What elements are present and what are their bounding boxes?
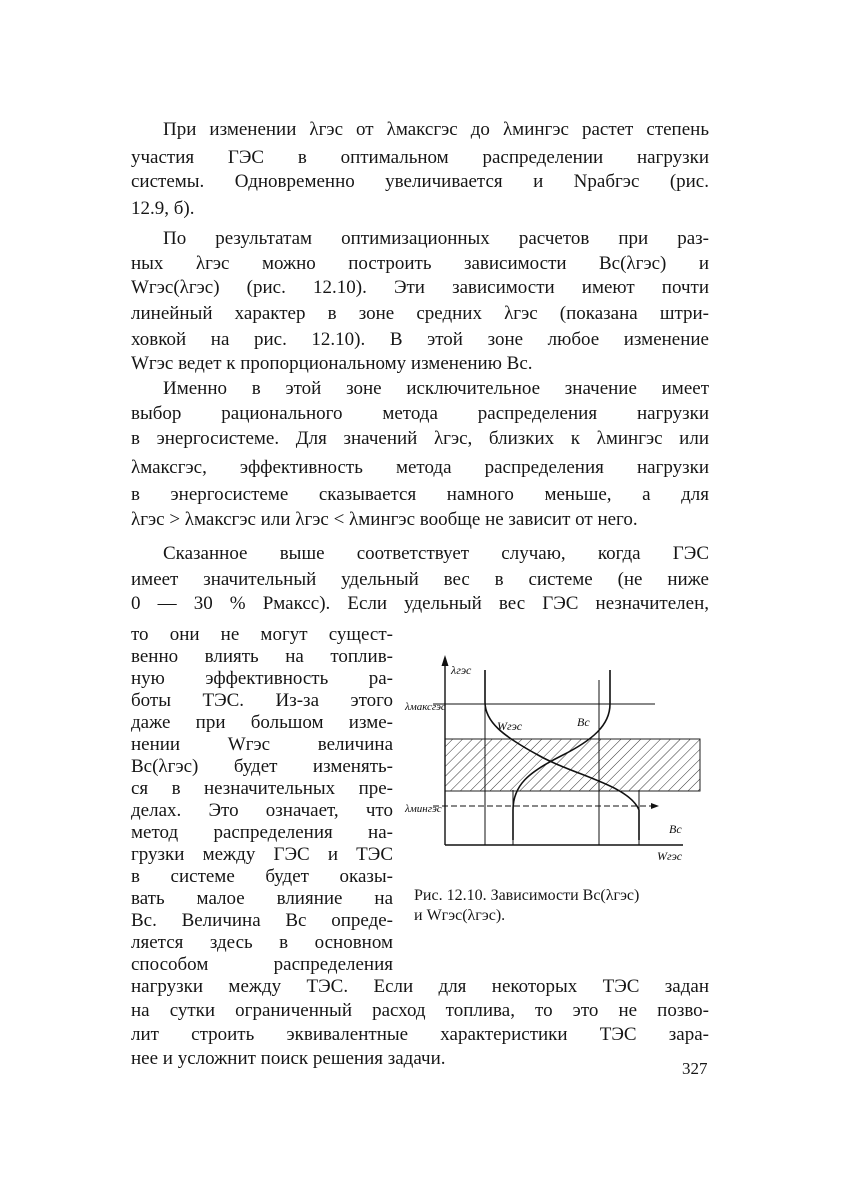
text-line: в энергосистеме сказывается намного меньше, а для <box>131 484 709 505</box>
text-line: нагрузки между ТЭС. Если для некоторых ТЭС задан <box>131 976 709 997</box>
text-line: 0 — 30 % Pмаксс). Если удельный вес ГЭС незначителен, <box>131 593 709 614</box>
text-line: в системе будет оказы- <box>131 866 393 887</box>
text-line: Wгэс(λгэс) (рис. 12.10). Эти зависимости имеют почти <box>131 277 709 298</box>
text-line: способом распределения <box>131 954 393 975</box>
tick-lambda-min: λмингэс <box>405 803 442 815</box>
text-line: λгэс > λмаксгэс или λгэс < λмингэс вообще не зависит от него. <box>131 509 638 530</box>
text-line: венно влиять на топлив- <box>131 646 393 667</box>
text-line: Сказанное выше соответствует случаю, когда ГЭС <box>163 543 709 564</box>
curve-w-label: Wгэс <box>497 719 523 733</box>
hatched-zone <box>445 739 700 791</box>
text-line: ных λгэс можно построить зависимости Вс(λгэс) и <box>131 253 709 274</box>
text-line: лит строить эквивалентные характеристики ТЭС зара- <box>131 1024 709 1045</box>
figure-caption: Рис. 12.10. Зависимости Вс(λгэс) <box>414 887 640 904</box>
text-line: ся в незначительных пре- <box>131 778 393 799</box>
text-line: системы. Одновременно увеличивается и Nрабгэс (рис. <box>131 171 709 192</box>
text-line: метод распределения на- <box>131 822 393 843</box>
text-line: делах. Это означает, что <box>131 800 393 821</box>
x-axis-label-b: Вс <box>669 822 682 836</box>
text-line: вать малое влияние на <box>131 888 393 909</box>
text-line: Вс(λгэс) будет изменять- <box>131 756 393 777</box>
x-axis-label-w: Wгэс <box>657 849 683 863</box>
text-line: выбор рационального метода распределения нагрузки <box>131 403 709 424</box>
tick-lambda-max: λмаксгэс <box>405 701 446 713</box>
text-line: на сутки ограниченный расход топлива, то это не позво- <box>131 1000 709 1021</box>
text-line: имеет значительный удельный вес в системе (не ниже <box>131 569 709 590</box>
text-line: λмаксгэс, эффективность метода распределения нагрузки <box>131 457 709 478</box>
text-line: то они не могут сущест- <box>131 624 393 645</box>
text-line: По результатам оптимизационных расчетов при раз- <box>163 228 709 249</box>
text-line: линейный характер в зоне средних λгэс (показана штри- <box>131 303 709 324</box>
text-line: ляется здесь в основном <box>131 932 393 953</box>
text-line: грузки между ГЭС и ТЭС <box>131 844 393 865</box>
text-line: участия ГЭС в оптимальном распределении нагрузки <box>131 147 709 168</box>
text-line: 12.9, б). <box>131 198 195 219</box>
text-line: в энергосистеме. Для значений λгэс, близких к λмингэс или <box>131 428 709 449</box>
text-line: нее и усложнит поиск решения задачи. <box>131 1048 446 1069</box>
y-axis-arrow <box>442 655 449 666</box>
text-line: Именно в этой зоне исключительное значение имеет <box>163 378 709 399</box>
page-number: 327 <box>682 1059 708 1078</box>
y-axis-label: λгэс <box>451 663 472 677</box>
text-line: Wгэс ведет к пропорциональному изменению Вс. <box>131 353 533 374</box>
text-line: Вс. Величина Вс опреде- <box>131 910 393 931</box>
text-line: даже при большом изме- <box>131 712 393 733</box>
text-line: ную эффективность ра- <box>131 668 393 689</box>
text-line: ховкой на рис. 12.10). В этой зоне любое изменение <box>131 329 709 350</box>
figure-12-10 <box>403 640 713 875</box>
text-line: При изменении λгэс от λмаксгэс до λмингэс растет степень <box>163 119 709 140</box>
text-line: нении Wгэс величина <box>131 734 393 755</box>
figure-caption: и Wгэс(λгэс). <box>414 907 506 924</box>
curve-b-label: Вс <box>577 715 590 729</box>
text-line: боты ТЭС. Из-за этого <box>131 690 393 711</box>
